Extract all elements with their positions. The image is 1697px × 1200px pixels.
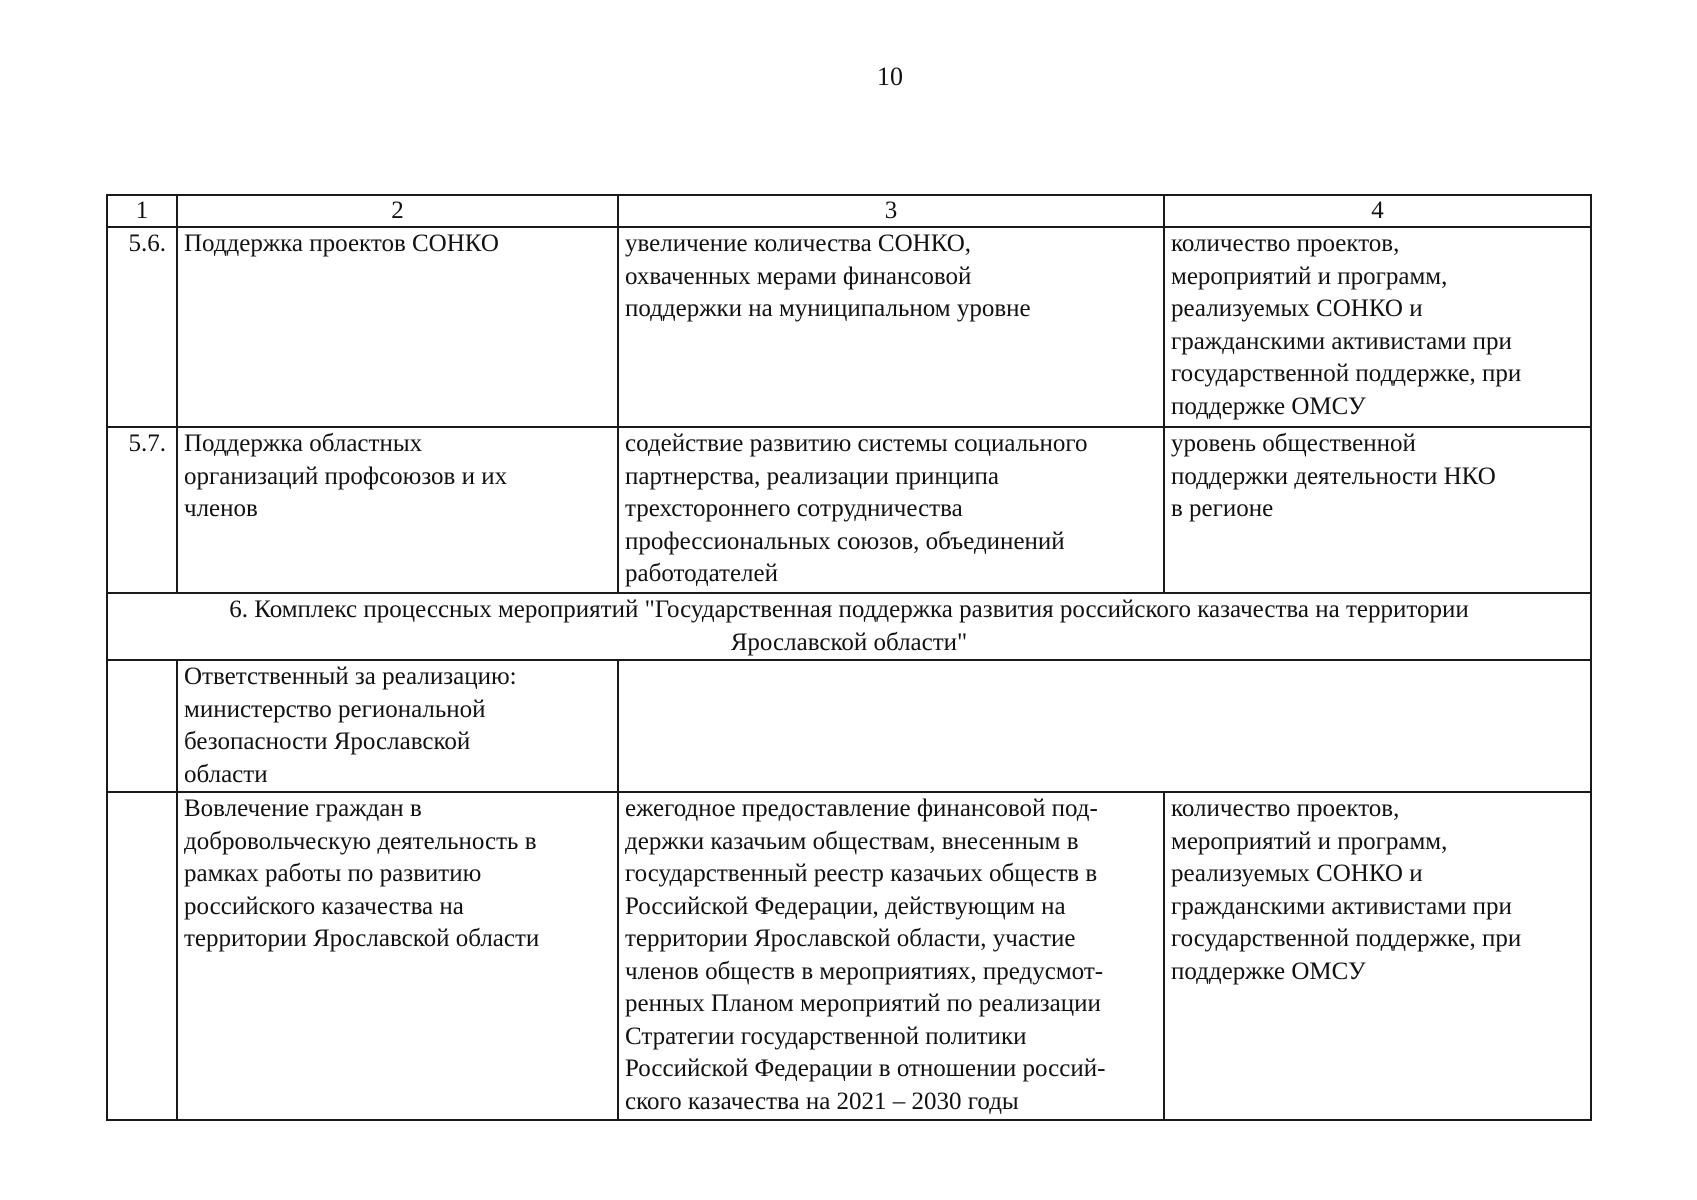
row-name: Вовлечение граждан в добровольческую деятельность в рамках работы по развитию российского казачества на территории Ярославской области xyxy=(177,792,618,1120)
row-name: Поддержка областных организаций профсоюзов и их членов xyxy=(177,427,618,593)
row-result: содействие развитию системы социального партнерства, реализации принципа трехстороннего сотрудничества профессиональных союзов, объединений работодателей xyxy=(618,427,1164,593)
responsible-row xyxy=(107,660,1591,792)
table-row xyxy=(107,427,1591,593)
row-indicator: количество проектов, мероприятий и программ, реализуемых СОНКО и гражданскими активистами при государственной поддержке, при поддержке ОМСУ xyxy=(1164,792,1591,1120)
page-number: 10 xyxy=(877,62,903,91)
column-header: 2 xyxy=(177,195,618,227)
row-indicator: количество проектов, мероприятий и программ, реализуемых СОНКО и гражданскими активистами при государственной поддержке, при поддержке ОМСУ xyxy=(1164,227,1591,427)
row-name: Поддержка проектов СОНКО xyxy=(177,227,618,427)
row-indicator: уровень общественной поддержки деятельности НКО в регионе xyxy=(1164,427,1591,593)
row-number: 5.6. xyxy=(107,227,177,427)
column-header: 1 xyxy=(107,195,177,227)
section-title-row xyxy=(107,593,1591,660)
row-result: ежегодное предоставление финансовой под- держки казачьим обществам, внесенным в государственный реестр казачьих обществ в Российской Федерации, действующим на территории Ярославской области, участие членов обществ в мероприятиях, предусмот- ренных Планом мероприятий по реализации Стратегии государственной политики Российской Федерации в отношении россий- ского казачества на 2021 – 2030 годы xyxy=(618,792,1164,1120)
table-row xyxy=(107,227,1591,427)
table-row xyxy=(107,792,1591,1120)
section-title: 6. Комплекс процессных мероприятий "Государственная поддержка развития российского казачества на территории Ярославской области" xyxy=(107,593,1591,660)
row-number xyxy=(107,792,177,1120)
empty-cell xyxy=(618,660,1591,792)
program-table xyxy=(106,194,1592,1121)
column-header: 3 xyxy=(618,195,1164,227)
column-header: 4 xyxy=(1164,195,1591,227)
table-header-row xyxy=(107,195,1591,227)
row-result: увеличение количества СОНКО, охваченных мерами финансовой поддержки на муниципальном уровне xyxy=(618,227,1164,427)
responsible-text: Ответственный за реализацию: министерство региональной безопасности Ярославской области xyxy=(177,660,618,792)
empty-cell xyxy=(107,660,177,792)
row-number: 5.7. xyxy=(107,427,177,593)
